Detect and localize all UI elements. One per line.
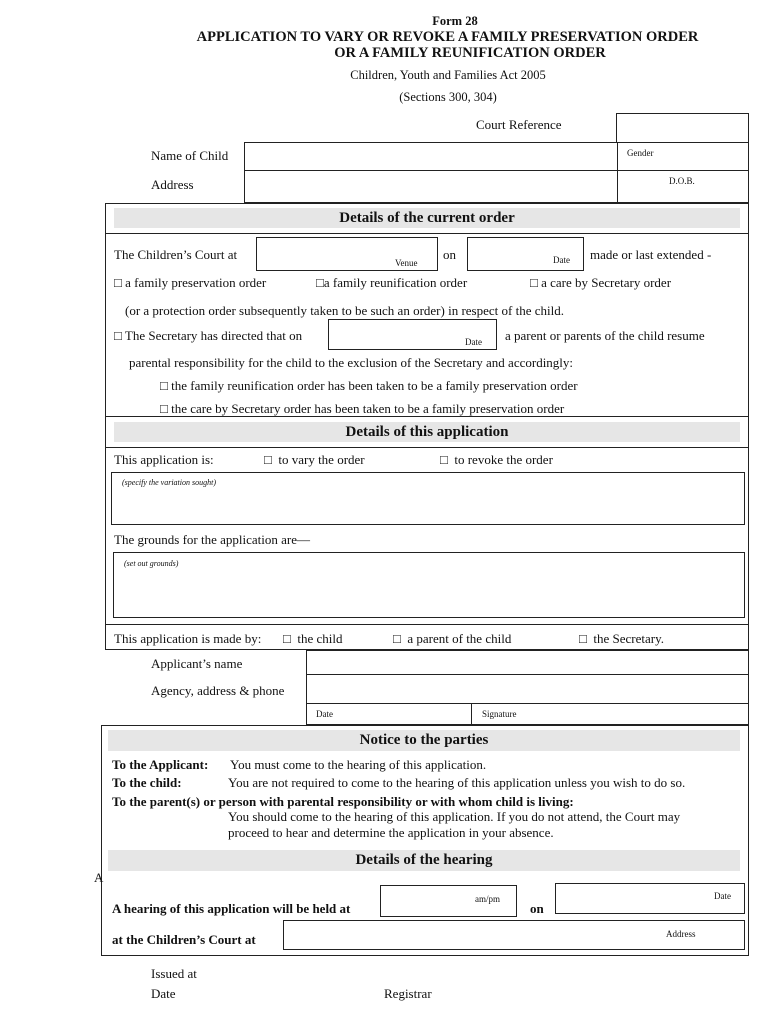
option-secretary-directed[interactable] — [114, 328, 302, 344]
current-order-heading: Details of the current order — [114, 208, 740, 228]
registrar-label: Registrar — [384, 986, 432, 1001]
notice-applicant-label: To the Applicant: — [112, 757, 209, 772]
hearing-time-field[interactable] — [380, 885, 517, 917]
hearing-date-label: Date — [714, 891, 731, 901]
option-preservation-order[interactable] — [114, 275, 266, 291]
option-care-order[interactable] — [530, 275, 671, 291]
option-taken-reunification[interactable] — [160, 378, 578, 394]
grounds-label: The grounds for the application are— — [114, 532, 311, 547]
court-reference-label: Court Reference — [476, 117, 562, 132]
application-is-label: This application is: — [114, 452, 214, 467]
protection-order-note: (or a protection order subsequently taken to be such an order) in respect of the child. — [125, 303, 564, 318]
option-vary[interactable] — [264, 452, 365, 468]
notice-parent-label: To the parent(s) or person with parental responsibility or with whom child is living: — [112, 794, 574, 809]
dob-field[interactable] — [617, 170, 749, 203]
hearing-court-label: at the Children’s Court at — [112, 932, 256, 947]
venue-field[interactable] — [256, 237, 438, 271]
option-label: a family reunification order — [323, 275, 468, 290]
option-taken-care[interactable] — [160, 401, 564, 417]
notice-child-text: You are not required to come to the hearing of this application unless you wish to do so. — [228, 775, 686, 790]
divider — [105, 233, 749, 234]
applicant-date-label: Date — [316, 709, 333, 719]
notice-heading: Notice to the parties — [108, 730, 740, 751]
hearing-on-label: on — [530, 901, 544, 916]
made-extended-label: made or last extended - — [590, 247, 712, 262]
responsibility-label: parental responsibility for the child to the exclusion of the Secretary and accordingly: — [129, 355, 574, 370]
secretary-date-label: Date — [465, 337, 482, 347]
divider — [105, 416, 749, 417]
gender-field[interactable] — [617, 142, 749, 171]
footer-date-label: Date — [151, 986, 176, 1001]
option-label: to revoke the order — [454, 452, 553, 467]
divider — [105, 447, 749, 448]
agency-label: Agency, address & phone — [151, 683, 285, 698]
checkbox-icon[interactable] — [160, 401, 168, 416]
variation-sought-field[interactable] — [111, 472, 745, 525]
agency-field[interactable] — [306, 674, 749, 704]
made-by-label: This application is made by: — [114, 631, 262, 646]
court-at-label: The Children’s Court at — [114, 247, 238, 262]
checkbox-icon[interactable] — [579, 631, 587, 646]
applicant-name-label: Applicant’s name — [151, 656, 243, 671]
option-by-child[interactable] — [283, 631, 343, 647]
option-label: the family reunification order has been taken to be a family preservation order — [171, 378, 578, 393]
option-by-secretary[interactable] — [579, 631, 664, 647]
checkbox-icon[interactable] — [530, 275, 538, 290]
checkbox-icon[interactable] — [393, 631, 401, 646]
option-by-parent[interactable] — [393, 631, 511, 647]
signature-label: Signature — [482, 709, 517, 719]
option-revoke[interactable] — [440, 452, 553, 468]
option-label: to vary the order — [278, 452, 365, 467]
variation-hint: (specify the variation sought) — [122, 478, 216, 487]
option-label: The Secretary has directed that on — [124, 328, 303, 343]
hearing-date-field[interactable] — [555, 883, 745, 914]
order-date-label: Date — [553, 255, 570, 265]
hearing-address-label: Address — [666, 929, 696, 939]
order-date-field[interactable] — [467, 237, 584, 271]
hearing-held-at-label: A hearing of this application will be held at — [112, 901, 351, 916]
applicant-date-field[interactable] — [306, 703, 472, 725]
checkbox-icon[interactable] — [283, 631, 291, 646]
on-label: on — [443, 247, 456, 262]
address-label: Address — [151, 177, 194, 192]
option-reunification-order[interactable] — [316, 275, 467, 291]
resume-label: a parent or parents of the child resume — [505, 328, 705, 343]
checkbox-icon[interactable] — [114, 328, 122, 343]
address-field[interactable] — [244, 170, 618, 203]
signature-field[interactable] — [471, 703, 749, 725]
checkbox-icon[interactable] — [440, 452, 448, 467]
option-label: a family preservation order — [125, 275, 267, 290]
stray-letter: A — [94, 870, 104, 885]
court-reference-field[interactable] — [616, 113, 749, 143]
checkbox-icon[interactable] — [264, 452, 272, 467]
applicant-name-field[interactable] — [306, 650, 749, 675]
notice-parent-text-1: You should come to the hearing of this application. If you do not attend, the Court may — [228, 809, 681, 824]
checkbox-icon[interactable] — [114, 275, 122, 290]
grounds-field[interactable] — [113, 552, 745, 618]
sections-reference: (Sections 300, 304) — [399, 90, 497, 104]
option-label: a parent of the child — [407, 631, 512, 646]
option-label: the care by Secretary order has been taken to be a family preservation order — [171, 401, 565, 416]
form-title-line2: OR A FAMILY REUNIFICATION ORDER — [334, 45, 606, 61]
grounds-hint: (set out grounds) — [124, 559, 179, 568]
venue-label: Venue — [395, 258, 418, 268]
form-title-line1: APPLICATION TO VARY OR REVOKE A FAMILY PRESERVATION ORDER — [196, 29, 699, 45]
dob-label: D.O.B. — [669, 176, 695, 186]
name-of-child-field[interactable] — [244, 142, 618, 171]
issued-at-label: Issued at — [151, 966, 197, 981]
option-label: the Secretary. — [593, 631, 664, 646]
hearing-address-field[interactable] — [283, 920, 745, 950]
secretary-date-field[interactable] — [328, 319, 497, 350]
gender-label: Gender — [627, 148, 654, 158]
ampm-label: am/pm — [475, 894, 500, 904]
divider — [105, 624, 749, 625]
application-heading: Details of this application — [114, 422, 740, 442]
checkbox-icon[interactable] — [160, 378, 168, 393]
form-number: Form 28 — [432, 14, 478, 28]
notice-child-label: To the child: — [112, 775, 182, 790]
notice-applicant-text: You must come to the hearing of this application. — [230, 757, 487, 772]
act-reference: Children, Youth and Families Act 2005 — [350, 68, 546, 82]
option-label: the child — [297, 631, 343, 646]
checkbox-icon[interactable] — [316, 275, 324, 290]
hearing-heading: Details of the hearing — [108, 850, 740, 871]
option-label: a care by Secretary order — [541, 275, 672, 290]
notice-parent-text-2: proceed to hear and determine the application in your absence. — [228, 825, 554, 840]
name-of-child-label: Name of Child — [151, 148, 229, 163]
